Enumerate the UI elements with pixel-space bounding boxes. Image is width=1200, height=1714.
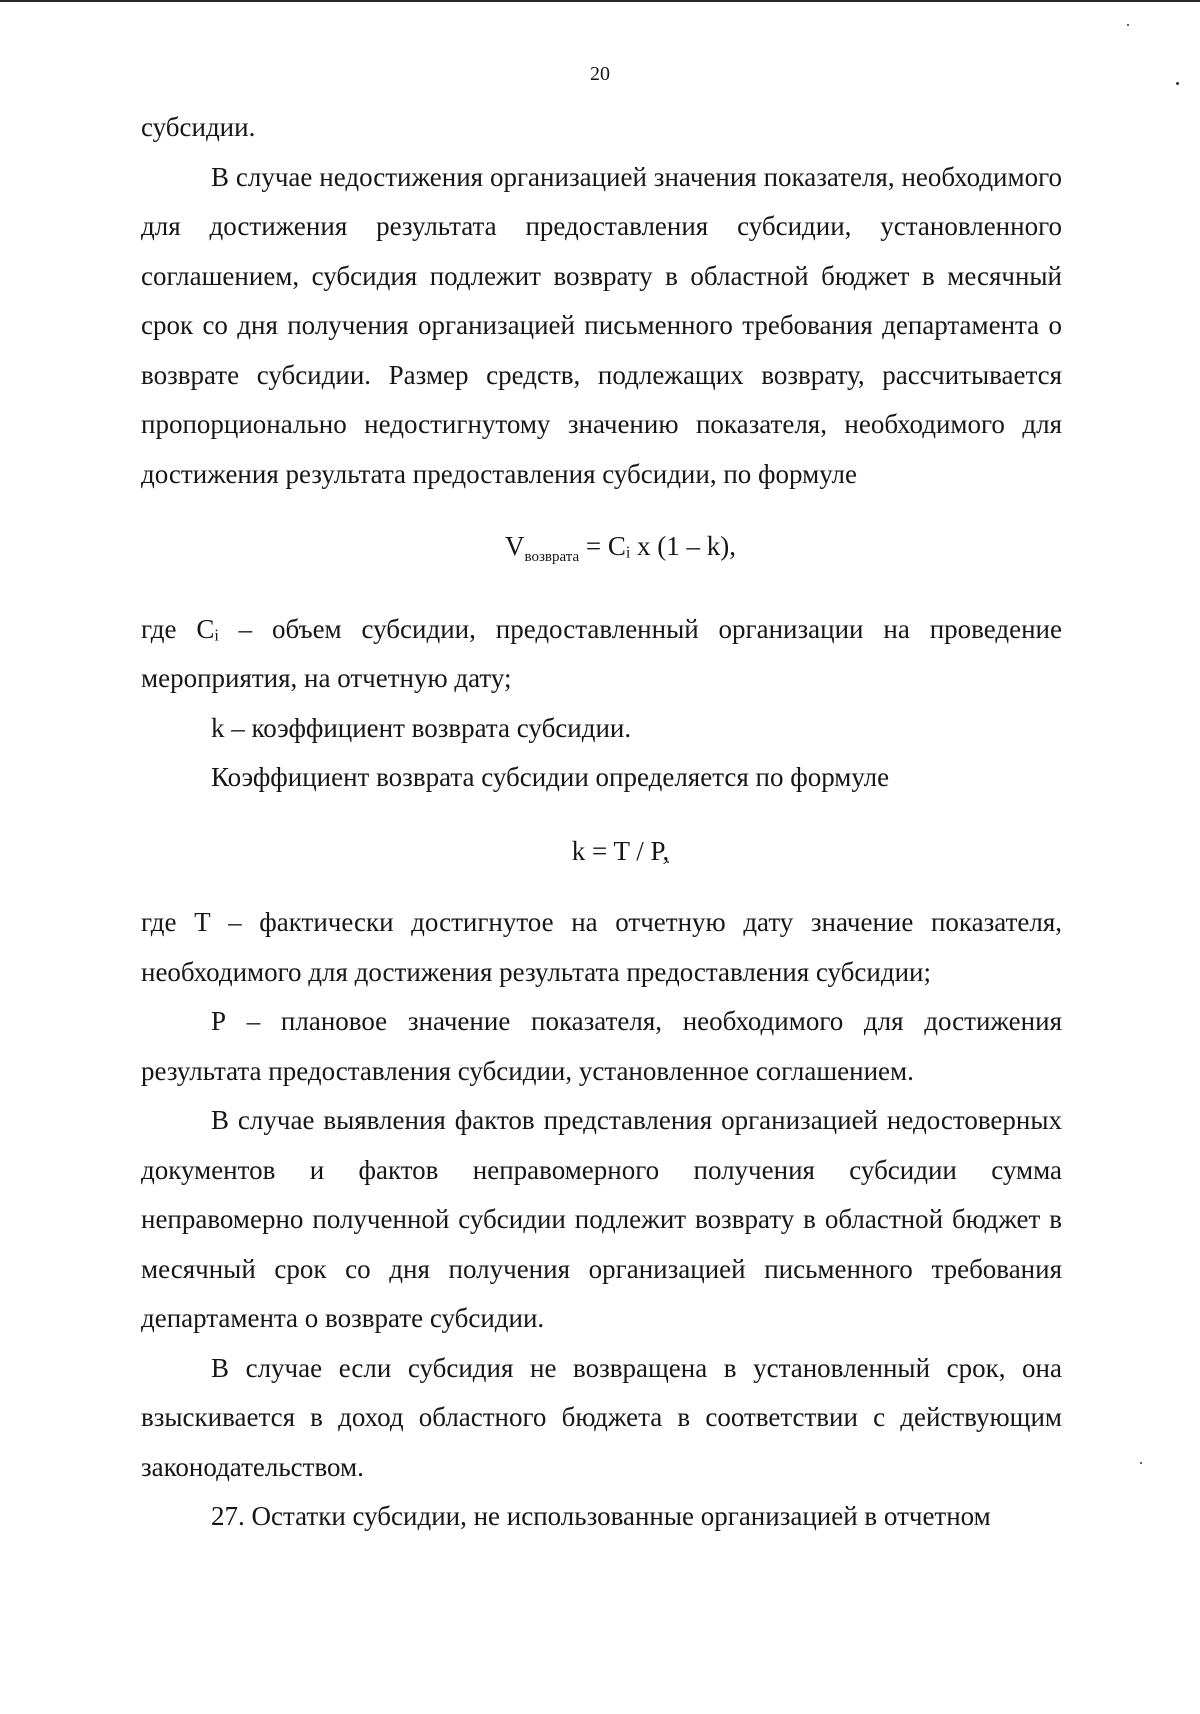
- paragraph-continuation: субсидии.: [141, 112, 256, 142]
- paragraph-where-t: где Т – фактически достигнутое на отчетную дату значение показателя, необходимого для достижения результата предоставления субсидии;: [141, 907, 1062, 987]
- paragraph-case-not-achieved: В случае недостижения организацией значения показателя, необходимого для достижения результата предоставления субсидии, установленного соглашением, субсидия подлежит возврату в областной бюджет в месячный срок со дня получения организацией письменного требования департамента о возврате субсидии. Размер средств, подлежащих возврату, рассчитывается пропорционально недостигнутому значению показателя, необходимого для достижения результата предоставления субсидии, по формуле: [141, 161, 1062, 489]
- formula-k: k = T / P,: [571, 835, 670, 866]
- document-body: [141, 103, 1062, 1542]
- paragraph-where-ci: где Cᵢ – объем субсидии, предоставленный организации на проведение мероприятия, на отчетную дату;: [141, 613, 1062, 693]
- scan-speck: [1127, 24, 1129, 26]
- page-number: 20: [590, 63, 610, 85]
- scan-speck: [1140, 1462, 1142, 1464]
- paragraph-item-27: 27. Остатки субсидии, не использованные организацией в отчетном: [211, 1501, 991, 1531]
- paragraph-p-definition: Р – плановое значение показателя, необходимого для достижения результата предоставления субсидии, установленное соглашением.: [141, 1006, 1062, 1086]
- paragraph-case-unreliable: В случае выявления фактов представления организацией недостоверных документов и фактов неправомерного получения субсидии сумма неправомерно полученной субсидии подлежит возврату в областной бюджет в месячный срок со дня получения организацией письменного требования департамента о возврате субсидии.: [141, 1105, 1062, 1333]
- formula-return-volume-subscript: возврата: [524, 549, 580, 565]
- paragraph-case-not-returned: В случае если субсидия не возвращена в установленный срок, она взыскивается в доход областного бюджета в соответствии с действующим законодательством.: [141, 1352, 1062, 1482]
- scan-speck: [1176, 82, 1179, 85]
- formula-return-volume: [141, 499, 1062, 605]
- formula-return-volume-lhs: V: [504, 531, 525, 561]
- page-top-rule: [0, 0, 1200, 2]
- paragraph-k-definition: k – коэффициент возврата субсидии.: [211, 712, 632, 743]
- formula-return-volume-rhs: = Cᵢ x (1 – k),: [579, 531, 737, 561]
- paragraph-k-formula-intro: Коэффициент возврата субсидии определяется по формуле: [211, 762, 890, 792]
